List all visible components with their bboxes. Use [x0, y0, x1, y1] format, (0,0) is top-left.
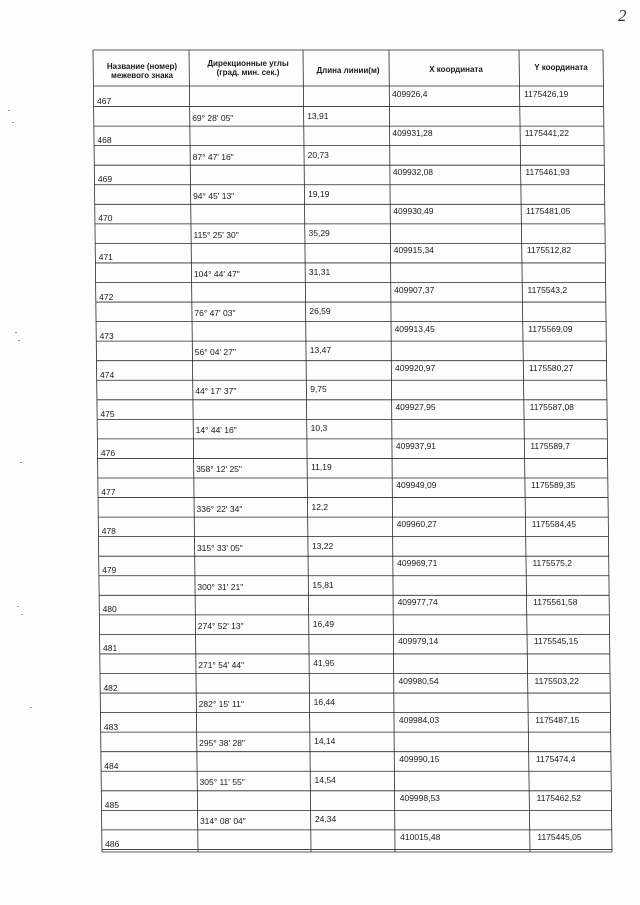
direction-angle: 300° 31' 21" [197, 581, 244, 592]
direction-angle: 315° 33' 05" [196, 542, 243, 553]
line-length: 12,2 [311, 501, 329, 512]
y-coordinate: 1175589,35 [531, 480, 576, 490]
x-coordinate: 409930,49 [393, 206, 434, 217]
x-coordinate: 409949,09 [396, 480, 437, 490]
direction-angle: 295° 38' 28" [199, 738, 245, 749]
x-coordinate: 409907,37 [394, 284, 435, 295]
column-border [303, 50, 311, 852]
x-coordinate: 409979,14 [398, 636, 439, 647]
x-coordinate: 409937,91 [395, 440, 437, 451]
line-length: 14,14 [314, 736, 336, 747]
scan-speck [8, 110, 10, 111]
point-name: 480 [102, 604, 117, 615]
direction-angle: 115° 25' 30" [193, 229, 239, 240]
y-coordinate: 1175462,52 [536, 792, 581, 803]
direction-angle: 271° 54' 44" [198, 659, 245, 670]
x-coordinate: 409913,45 [394, 323, 435, 334]
x-coordinate: 409977,74 [397, 597, 438, 608]
scan-speck [20, 462, 22, 463]
header-length: Длина линии(м) [316, 66, 380, 75]
x-coordinate: 409980,54 [398, 675, 439, 686]
direction-angle: 274° 52' 13" [197, 620, 244, 631]
header-name: Название (номер) межевого знака [106, 62, 178, 80]
y-coordinate: 1175543,2 [527, 284, 568, 295]
line-length: 16,44 [313, 697, 335, 708]
point-name: 475 [100, 408, 115, 419]
direction-angle: 104° 44' 47" [193, 268, 240, 279]
column-border [189, 50, 198, 852]
line-length: 14,54 [314, 775, 336, 786]
x-coordinate: 409926,4 [392, 89, 428, 99]
scan-speck [30, 707, 32, 708]
line-length: 26,59 [309, 306, 331, 317]
direction-angle: 56° 04' 27" [194, 347, 236, 358]
line-length: 13,91 [307, 110, 329, 121]
line-length: 13,47 [309, 345, 332, 356]
x-coordinate: 409927,95 [395, 401, 436, 412]
y-coordinate: 1175474,4 [535, 753, 576, 764]
page-number: 2 [618, 6, 627, 25]
y-coordinate: 1175461,93 [525, 167, 570, 178]
scan-speck [17, 606, 19, 607]
point-name: 467 [97, 96, 112, 106]
line-length: 9,75 [310, 384, 327, 395]
point-name: 481 [103, 643, 118, 654]
y-coordinate: 1175575,2 [532, 558, 572, 569]
point-name: 482 [103, 682, 118, 693]
y-coordinate: 1175487,15 [535, 714, 580, 725]
y-coordinate: 1175512,82 [526, 245, 572, 256]
point-name: 474 [100, 369, 115, 380]
line-length: 11,19 [311, 462, 332, 473]
y-coordinate: 1175569,09 [528, 323, 573, 334]
point-name: 468 [97, 135, 112, 146]
x-coordinate: 410015,48 [400, 831, 441, 842]
line-length: 31,31 [308, 266, 331, 277]
y-coordinate: 1175441,22 [524, 128, 569, 139]
point-name: 478 [101, 526, 116, 537]
direction-angle: 94° 45' 13" [193, 190, 235, 201]
direction-angle: 69° 28' 05" [192, 112, 234, 123]
x-coordinate: 409915,34 [393, 245, 434, 256]
line-length: 41,95 [313, 657, 335, 668]
line-length: 10,3 [310, 423, 328, 434]
y-coordinate: 1175445,05 [537, 831, 582, 842]
scan-speck [18, 340, 20, 341]
scan-speck [15, 332, 17, 333]
y-coordinate: 1175545,15 [533, 636, 579, 647]
point-name: 470 [98, 213, 113, 224]
x-coordinate: 409984,03 [398, 714, 440, 725]
y-coordinate: 1175589,7 [530, 440, 570, 451]
point-name: 485 [104, 799, 119, 810]
x-coordinate: 409932,08 [392, 167, 434, 178]
direction-angle: 282° 15' 11" [198, 699, 244, 710]
line-length: 13,22 [311, 540, 334, 551]
direction-angle: 87° 47' 16" [192, 151, 234, 162]
direction-angle: 358° 12' 25" [196, 464, 242, 475]
point-name: 471 [98, 252, 113, 263]
x-coordinate: 409969,71 [397, 558, 438, 569]
header-angle: Дирекционные углы (град. мин. сек.) [207, 59, 289, 77]
point-name: 472 [99, 291, 114, 302]
point-name: 483 [103, 721, 119, 732]
y-coordinate: 1175580,27 [528, 362, 574, 373]
x-coordinate: 409960,27 [396, 519, 437, 530]
line-length: 20,73 [307, 149, 329, 160]
point-name: 484 [104, 760, 119, 771]
line-length: 19,19 [308, 188, 330, 199]
x-coordinate: 409990,15 [399, 753, 440, 764]
y-coordinate: 1175561,58 [533, 597, 578, 608]
direction-angle: 44° 17' 37" [195, 386, 237, 397]
line-length: 35,29 [308, 227, 330, 238]
direction-angle: 76° 47' 03" [194, 308, 236, 319]
scan-speck [21, 614, 23, 615]
direction-angle: 336° 22' 34" [196, 503, 243, 514]
x-coordinate: 409998,53 [399, 792, 440, 803]
direction-angle: 314° 08' 04" [199, 816, 246, 827]
x-coordinate: 409931,28 [392, 128, 433, 139]
header-x: X координата [429, 65, 483, 74]
line-length: 24,34 [314, 814, 337, 825]
header-y: Y координата [534, 63, 588, 72]
y-coordinate: 1175584,45 [531, 519, 577, 530]
line-length: 15,81 [312, 579, 334, 590]
point-name: 473 [99, 330, 114, 341]
direction-angle: 14° 44' 16" [195, 425, 237, 436]
column-border [603, 50, 612, 852]
point-name: 479 [102, 565, 117, 576]
direction-angle: 305° 11' 55" [199, 777, 245, 788]
x-coordinate: 409920,97 [395, 362, 436, 373]
line-length: 16,49 [312, 618, 335, 629]
point-name: 469 [97, 174, 113, 185]
point-name: 486 [105, 838, 120, 849]
scan-speck [12, 122, 14, 123]
y-coordinate: 1175587,08 [529, 401, 574, 412]
y-coordinate: 1175481,05 [526, 206, 571, 217]
point-name: 477 [101, 487, 116, 497]
y-coordinate: 1175503,22 [534, 675, 579, 686]
point-name: 476 [100, 447, 116, 458]
y-coordinate: 1175426,19 [524, 89, 569, 99]
